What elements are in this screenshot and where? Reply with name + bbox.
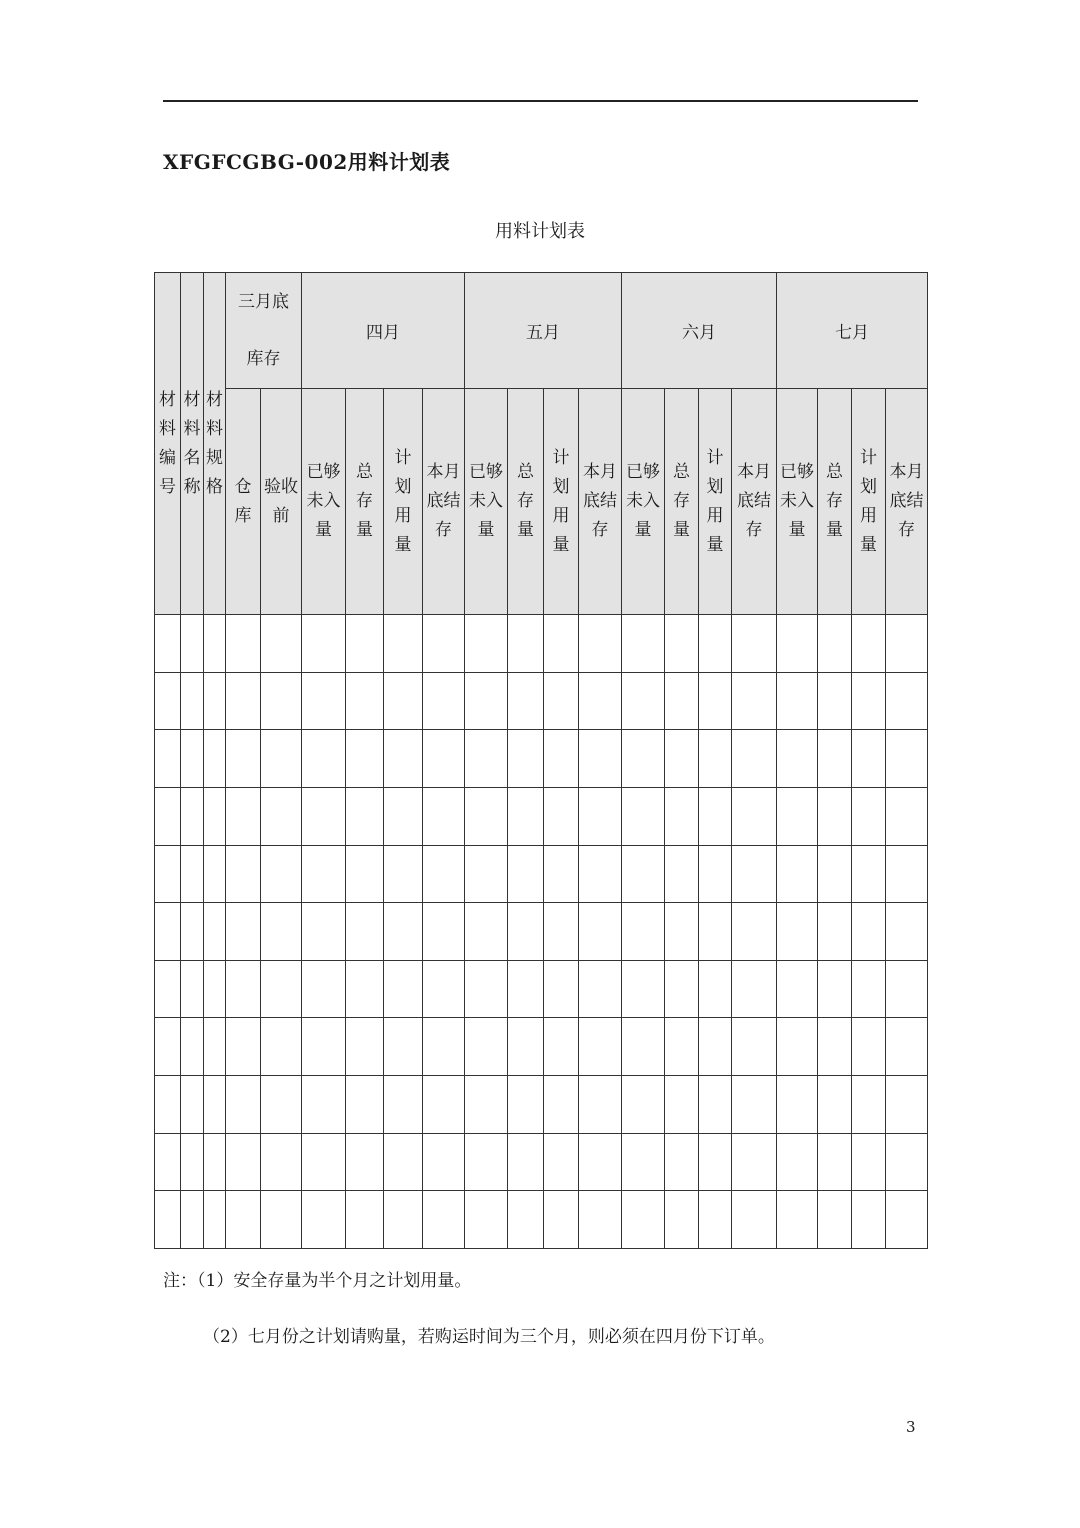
table-cell[interactable] [665,903,699,961]
table-cell[interactable] [699,903,732,961]
table-cell[interactable] [665,615,699,673]
material-plan-table [154,272,928,1249]
table-cell[interactable] [346,1191,384,1249]
table-cell[interactable] [699,845,732,903]
table-cell[interactable] [384,1191,423,1249]
table-cell[interactable] [302,1191,346,1249]
table-cell[interactable] [777,1133,818,1191]
table-cell[interactable] [226,1018,261,1076]
header-month-may: 五月 [465,273,622,389]
table-cell[interactable] [622,672,665,730]
table-cell[interactable] [508,1133,544,1191]
table-cell[interactable] [665,730,699,788]
table-row [155,730,928,788]
table-cell[interactable] [732,1018,777,1076]
table-cell[interactable] [579,1191,622,1249]
table-cell[interactable] [384,1076,423,1134]
table-cell[interactable] [886,1076,928,1134]
table-cell[interactable] [465,1133,508,1191]
table-cell[interactable] [465,1076,508,1134]
table-cell[interactable] [852,903,886,961]
table-cell[interactable] [226,1076,261,1134]
table-cell[interactable] [665,1018,699,1076]
table-cell[interactable] [622,1018,665,1076]
table-row [155,1133,928,1191]
table-cell[interactable] [665,845,699,903]
header-month-june: 六月 [622,273,777,389]
table-cell[interactable] [818,1076,852,1134]
table-cell[interactable] [777,845,818,903]
table-cell[interactable] [777,1018,818,1076]
table-cell[interactable] [544,845,579,903]
table-cell[interactable] [465,672,508,730]
table-cell[interactable] [818,672,852,730]
table-cell[interactable] [665,1133,699,1191]
table-cell[interactable] [886,787,928,845]
table-cell[interactable] [423,615,465,673]
table-cell[interactable] [777,730,818,788]
table-cell[interactable] [818,1018,852,1076]
table-cell[interactable] [181,672,204,730]
table-cell[interactable] [155,787,181,845]
document-title: XFGFCGBG-002用料计划表 [163,150,451,174]
table-cell[interactable] [181,1018,204,1076]
table-cell[interactable] [204,1018,226,1076]
table-cell[interactable] [508,615,544,673]
table-cell[interactable] [818,615,852,673]
table-cell[interactable] [204,903,226,961]
header-month-end-balance: 本月底结存 [732,389,777,615]
table-cell[interactable] [302,960,346,1018]
table-cell[interactable] [544,1018,579,1076]
table-cell[interactable] [465,960,508,1018]
table-cell[interactable] [508,845,544,903]
table-cell[interactable] [346,787,384,845]
table-cell[interactable] [302,672,346,730]
table-cell[interactable] [384,903,423,961]
table-cell[interactable] [665,1076,699,1134]
table-cell[interactable] [346,960,384,1018]
table-cell[interactable] [465,1191,508,1249]
table-row [155,845,928,903]
table-cell[interactable] [423,672,465,730]
table-cell[interactable] [699,1076,732,1134]
table-cell[interactable] [155,1018,181,1076]
table-cell[interactable] [579,845,622,903]
table-cell[interactable] [544,1076,579,1134]
table-cell[interactable] [226,730,261,788]
table-cell[interactable] [579,1018,622,1076]
table-row [155,1076,928,1134]
table-cell[interactable] [886,1191,928,1249]
table-cell[interactable] [579,1133,622,1191]
table-cell[interactable] [346,672,384,730]
table-cell[interactable] [622,730,665,788]
table-cell[interactable] [302,1076,346,1134]
table-cell[interactable] [155,1133,181,1191]
table-cell[interactable] [544,787,579,845]
table-cell[interactable] [665,1191,699,1249]
table-cell[interactable] [204,1133,226,1191]
table-cell[interactable] [544,1133,579,1191]
table-cell[interactable] [155,1191,181,1249]
table-cell[interactable] [346,903,384,961]
table-cell[interactable] [465,615,508,673]
table-cell[interactable] [622,615,665,673]
table-cell[interactable] [665,672,699,730]
table-cell[interactable] [699,787,732,845]
header-warehouse: 仓库 [226,389,261,615]
header-month-end-balance: 本月底结存 [886,389,928,615]
table-cell[interactable] [818,1133,852,1191]
table-row [155,787,928,845]
table-cell[interactable] [777,787,818,845]
table-cell[interactable] [852,845,886,903]
table-cell[interactable] [852,615,886,673]
header-pre-inspection: 验收前 [261,389,302,615]
table-cell[interactable] [579,1076,622,1134]
table-cell[interactable] [226,787,261,845]
table-cell[interactable] [261,1076,302,1134]
table-cell[interactable] [261,1018,302,1076]
table-cell[interactable] [818,787,852,845]
table-cell[interactable] [423,1018,465,1076]
table-row [155,1191,928,1249]
table-cell[interactable] [261,672,302,730]
table-cell[interactable] [852,960,886,1018]
table-cell[interactable] [852,1191,886,1249]
header-material-name: 材料名称 [181,273,204,615]
table-cell[interactable] [384,1018,423,1076]
table-cell[interactable] [423,1191,465,1249]
table-cell[interactable] [384,672,423,730]
table-cell[interactable] [622,1133,665,1191]
header-planned-usage: 计划用量 [699,389,732,615]
table-cell[interactable] [886,903,928,961]
table-cell[interactable] [818,845,852,903]
table-cell[interactable] [852,672,886,730]
table-cell[interactable] [852,1133,886,1191]
table-cell[interactable] [732,1133,777,1191]
table-cell[interactable] [622,787,665,845]
table-cell[interactable] [384,730,423,788]
table-cell[interactable] [155,903,181,961]
table-cell[interactable] [261,615,302,673]
table-cell[interactable] [622,903,665,961]
table-cell[interactable] [852,1018,886,1076]
table-cell[interactable] [181,1191,204,1249]
table-cell[interactable] [732,845,777,903]
table-cell[interactable] [732,903,777,961]
table-cell[interactable] [181,1076,204,1134]
table-cell[interactable] [665,960,699,1018]
table-cell[interactable] [777,672,818,730]
table-cell[interactable] [423,730,465,788]
table-cell[interactable] [204,730,226,788]
table-cell[interactable] [886,615,928,673]
table-cell[interactable] [302,730,346,788]
table-cell[interactable] [346,845,384,903]
table-cell[interactable] [226,903,261,961]
table-cell[interactable] [732,615,777,673]
table-cell[interactable] [204,960,226,1018]
table-cell[interactable] [261,845,302,903]
table-cell[interactable] [852,787,886,845]
table-cell[interactable] [622,845,665,903]
table-row [155,615,928,673]
header-total-stock: 总存量 [818,389,852,615]
table-cell[interactable] [423,1133,465,1191]
table-cell[interactable] [886,1018,928,1076]
table-cell[interactable] [777,615,818,673]
table-cell[interactable] [465,730,508,788]
table-cell[interactable] [302,787,346,845]
table-cell[interactable] [204,1191,226,1249]
table-body [155,615,928,1249]
table-cell[interactable] [818,730,852,788]
table-cell[interactable] [579,960,622,1018]
table-cell[interactable] [261,1133,302,1191]
table-cell[interactable] [579,672,622,730]
header-ordered-not-received: 已够未入量 [465,389,508,615]
table-cell[interactable] [508,787,544,845]
table-cell[interactable] [777,960,818,1018]
table-cell[interactable] [508,1191,544,1249]
header-month-end-balance: 本月底结存 [423,389,465,615]
table-cell[interactable] [155,730,181,788]
table-cell[interactable] [384,845,423,903]
table-cell[interactable] [181,787,204,845]
table-cell[interactable] [465,787,508,845]
header-planned-usage: 计划用量 [384,389,423,615]
table-cell[interactable] [622,1191,665,1249]
table-cell[interactable] [818,1191,852,1249]
header-total-stock: 总存量 [508,389,544,615]
table-cell[interactable] [465,903,508,961]
table-cell[interactable] [346,615,384,673]
table-cell[interactable] [544,960,579,1018]
table-cell[interactable] [155,615,181,673]
header-ordered-not-received: 已够未入量 [622,389,665,615]
table-cell[interactable] [665,787,699,845]
table-cell[interactable] [155,960,181,1018]
table-cell[interactable] [699,960,732,1018]
table-cell[interactable] [204,1076,226,1134]
table-cell[interactable] [181,845,204,903]
table-cell[interactable] [508,1076,544,1134]
table-cell[interactable] [508,903,544,961]
table-cell[interactable] [204,615,226,673]
table-cell[interactable] [732,1191,777,1249]
table-cell[interactable] [261,787,302,845]
table-cell[interactable] [261,903,302,961]
table-cell[interactable] [423,787,465,845]
table-cell[interactable] [732,960,777,1018]
table-cell[interactable] [886,730,928,788]
table-row [155,1018,928,1076]
table-cell[interactable] [384,787,423,845]
table-cell[interactable] [886,845,928,903]
table-cell[interactable] [508,1018,544,1076]
table-cell[interactable] [226,672,261,730]
table-cell[interactable] [777,1076,818,1134]
table-cell[interactable] [818,903,852,961]
table-cell[interactable] [226,960,261,1018]
table-cell[interactable] [261,960,302,1018]
table-cell[interactable] [544,672,579,730]
table-cell[interactable] [261,1191,302,1249]
table-cell[interactable] [544,615,579,673]
table-cell[interactable] [699,730,732,788]
table-cell[interactable] [732,672,777,730]
table-cell[interactable] [886,672,928,730]
table-cell[interactable] [465,1018,508,1076]
table-cell[interactable] [155,845,181,903]
header-month-july: 七月 [777,273,928,389]
table-cell[interactable] [886,960,928,1018]
table-row [155,960,928,1018]
header-ordered-not-received: 已够未入量 [302,389,346,615]
table-cell[interactable] [384,615,423,673]
table-cell[interactable] [302,615,346,673]
table-cell[interactable] [544,903,579,961]
table-cell[interactable] [508,730,544,788]
table-cell[interactable] [204,787,226,845]
table-cell[interactable] [155,672,181,730]
table-cell[interactable] [346,1076,384,1134]
header-total-stock: 总存量 [665,389,699,615]
table-cell[interactable] [181,615,204,673]
table-cell[interactable] [423,845,465,903]
table-cell[interactable] [384,960,423,1018]
table-cell[interactable] [204,845,226,903]
table-cell[interactable] [852,1076,886,1134]
table-cell[interactable] [544,1191,579,1249]
table-cell[interactable] [226,845,261,903]
table-cell[interactable] [465,845,508,903]
table-cell[interactable] [852,730,886,788]
table-cell[interactable] [579,787,622,845]
header-material-no: 材料编号 [155,273,181,615]
table-cell[interactable] [423,903,465,961]
table-title: 用料计划表 [495,221,585,242]
header-material-spec: 材料规格 [204,273,226,615]
header-march-stock: 三月底库存 [226,273,302,389]
table-cell[interactable] [204,672,226,730]
header-month-end-balance: 本月底结存 [579,389,622,615]
table-cell[interactable] [302,1133,346,1191]
table-cell[interactable] [302,1018,346,1076]
header-rule [163,100,918,102]
table-cell[interactable] [622,960,665,1018]
table-cell[interactable] [579,903,622,961]
table-cell[interactable] [732,730,777,788]
table-cell[interactable] [302,845,346,903]
table-cell[interactable] [699,672,732,730]
table-cell[interactable] [423,960,465,1018]
table-cell[interactable] [181,960,204,1018]
table-cell[interactable] [155,1076,181,1134]
table-cell[interactable] [508,960,544,1018]
table-cell[interactable] [302,903,346,961]
table-cell[interactable] [181,730,204,788]
table-cell[interactable] [261,730,302,788]
table-cell[interactable] [181,903,204,961]
header-ordered-not-received: 已够未入量 [777,389,818,615]
table-cell[interactable] [579,730,622,788]
table-row [155,672,928,730]
table-cell[interactable] [732,787,777,845]
table-cell[interactable] [699,615,732,673]
table-cell[interactable] [226,1191,261,1249]
table-cell[interactable] [699,1133,732,1191]
note-1: 注：（1）安全存量为半个月之计划用量。 [163,1271,472,1291]
header-total-stock: 总存量 [346,389,384,615]
table-row [155,903,928,961]
table-cell[interactable] [699,1018,732,1076]
table-cell[interactable] [181,1133,204,1191]
header-planned-usage: 计划用量 [852,389,886,615]
table-cell[interactable] [544,730,579,788]
table-cell[interactable] [818,960,852,1018]
table-cell[interactable] [777,903,818,961]
table-cell[interactable] [346,1133,384,1191]
table-cell[interactable] [579,615,622,673]
page-number: 3 [906,1418,916,1436]
table-cell[interactable] [346,730,384,788]
table-cell[interactable] [777,1191,818,1249]
table-cell[interactable] [508,672,544,730]
header-month-april: 四月 [302,273,465,389]
table-cell[interactable] [699,1191,732,1249]
table-cell[interactable] [886,1133,928,1191]
table-cell[interactable] [622,1076,665,1134]
table-cell[interactable] [226,1133,261,1191]
table-cell[interactable] [346,1018,384,1076]
note-2: （2）七月份之计划请购量，若购运时间为三个月，则必须在四月份下订单。 [203,1327,775,1347]
table-cell[interactable] [732,1076,777,1134]
header-planned-usage: 计划用量 [544,389,579,615]
table-cell[interactable] [226,615,261,673]
table-cell[interactable] [423,1076,465,1134]
table-cell[interactable] [384,1133,423,1191]
